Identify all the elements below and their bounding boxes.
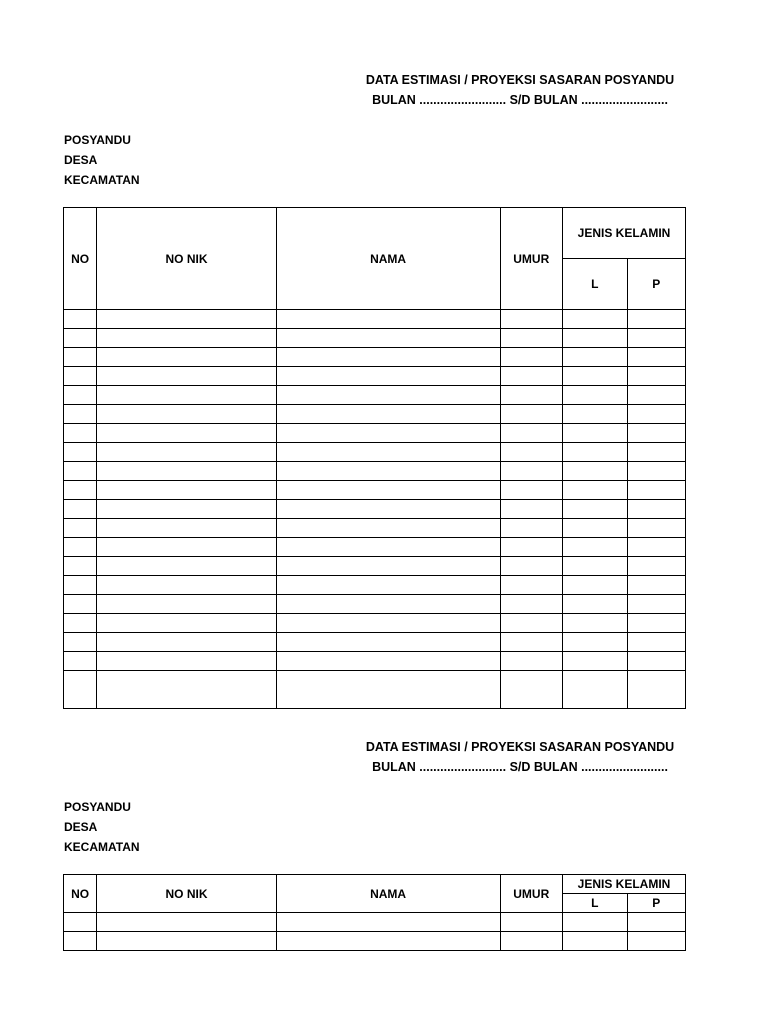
cell-l[interactable]: [563, 348, 628, 367]
cell-nama[interactable]: [276, 424, 500, 443]
cell-nama[interactable]: [276, 329, 500, 348]
title-line-1: DATA ESTIMASI / PROYEKSI SASARAN POSYANDU: [365, 740, 675, 754]
cell-l[interactable]: [563, 932, 628, 951]
cell-l[interactable]: [563, 633, 628, 652]
cell-l[interactable]: [563, 405, 628, 424]
cell-p[interactable]: [627, 310, 685, 329]
cell-nik[interactable]: [97, 913, 276, 932]
cell-nik[interactable]: [97, 932, 276, 951]
cell-umur[interactable]: [500, 519, 563, 538]
info-posyandu: POSYANDU: [64, 133, 131, 147]
cell-nama[interactable]: [276, 310, 500, 329]
cell-p[interactable]: [627, 348, 685, 367]
info-block: [64, 797, 140, 857]
table-row: [64, 443, 686, 462]
cell-nama[interactable]: [276, 595, 500, 614]
cell-nama[interactable]: [276, 538, 500, 557]
cell-nama[interactable]: [276, 652, 500, 671]
cell-no[interactable]: [64, 576, 97, 595]
cell-nama[interactable]: [276, 462, 500, 481]
cell-umur[interactable]: [500, 386, 563, 405]
cell-nik[interactable]: [97, 576, 276, 595]
cell-p[interactable]: [627, 614, 685, 633]
cell-p[interactable]: [627, 424, 685, 443]
cell-nik[interactable]: [97, 519, 276, 538]
info-desa: DESA: [64, 820, 98, 834]
cell-umur[interactable]: [500, 633, 563, 652]
cell-nik[interactable]: [97, 348, 276, 367]
cell-nik[interactable]: [97, 367, 276, 386]
cell-p[interactable]: [627, 367, 685, 386]
cell-no[interactable]: [64, 348, 97, 367]
header-no: NO: [64, 875, 97, 913]
cell-nama[interactable]: [276, 671, 500, 709]
cell-no[interactable]: [64, 424, 97, 443]
table-row: [64, 424, 686, 443]
cell-l[interactable]: [563, 595, 628, 614]
cell-no[interactable]: [64, 671, 97, 709]
cell-nama[interactable]: [276, 557, 500, 576]
cell-l[interactable]: [563, 671, 628, 709]
form-title: [340, 737, 700, 777]
info-kecamatan: KECAMATAN: [64, 840, 140, 854]
cell-nik[interactable]: [97, 310, 276, 329]
cell-nama[interactable]: [276, 500, 500, 519]
cell-nik[interactable]: [97, 500, 276, 519]
table-row: [64, 329, 686, 348]
cell-no[interactable]: [64, 481, 97, 500]
header-no-nik: NO NIK: [97, 875, 276, 913]
cell-no[interactable]: [64, 519, 97, 538]
cell-nama[interactable]: [276, 576, 500, 595]
header-l: L: [563, 259, 628, 310]
cell-no[interactable]: [64, 386, 97, 405]
table-row: [64, 538, 686, 557]
header-jenis-kelamin: JENIS KELAMIN: [563, 875, 686, 894]
cell-p[interactable]: [627, 405, 685, 424]
cell-nama[interactable]: [276, 443, 500, 462]
cell-umur[interactable]: [500, 367, 563, 386]
cell-l[interactable]: [563, 913, 628, 932]
table-row: [64, 405, 686, 424]
cell-no[interactable]: [64, 310, 97, 329]
cell-umur[interactable]: [500, 576, 563, 595]
data-table: [63, 207, 686, 709]
cell-l[interactable]: [563, 557, 628, 576]
cell-nik[interactable]: [97, 481, 276, 500]
cell-l[interactable]: [563, 614, 628, 633]
cell-umur[interactable]: [500, 443, 563, 462]
cell-nik[interactable]: [97, 614, 276, 633]
cell-nik[interactable]: [97, 652, 276, 671]
cell-no[interactable]: [64, 614, 97, 633]
cell-nik[interactable]: [97, 538, 276, 557]
cell-l[interactable]: [563, 462, 628, 481]
cell-umur[interactable]: [500, 557, 563, 576]
cell-umur[interactable]: [500, 500, 563, 519]
cell-nama[interactable]: [276, 386, 500, 405]
cell-nik[interactable]: [97, 424, 276, 443]
cell-nik[interactable]: [97, 671, 276, 709]
cell-p[interactable]: [627, 519, 685, 538]
cell-l[interactable]: [563, 538, 628, 557]
cell-nama[interactable]: [276, 913, 500, 932]
cell-p[interactable]: [627, 913, 685, 932]
cell-umur[interactable]: [500, 538, 563, 557]
cell-umur[interactable]: [500, 310, 563, 329]
cell-nama[interactable]: [276, 367, 500, 386]
cell-l[interactable]: [563, 386, 628, 405]
header-p: P: [627, 894, 685, 913]
cell-umur[interactable]: [500, 424, 563, 443]
cell-p[interactable]: [627, 652, 685, 671]
table-row: [64, 367, 686, 386]
data-table: [63, 874, 686, 951]
cell-l[interactable]: [563, 424, 628, 443]
table-row: [64, 348, 686, 367]
info-kecamatan: KECAMATAN: [64, 173, 140, 187]
cell-no[interactable]: [64, 443, 97, 462]
cell-nik[interactable]: [97, 633, 276, 652]
title-line-2: BULAN ......................... S/D BULAN .........................: [372, 760, 668, 774]
cell-no[interactable]: [64, 932, 97, 951]
table-row: [64, 576, 686, 595]
table-row: [64, 310, 686, 329]
cell-nama[interactable]: [276, 348, 500, 367]
table-row: [64, 913, 686, 932]
info-posyandu: POSYANDU: [64, 800, 131, 814]
header-no-nik: NO NIK: [97, 208, 276, 310]
cell-nama[interactable]: [276, 481, 500, 500]
table-row: [64, 671, 686, 709]
table-row: [64, 481, 686, 500]
cell-p[interactable]: [627, 633, 685, 652]
cell-l[interactable]: [563, 519, 628, 538]
cell-umur[interactable]: [500, 614, 563, 633]
cell-umur[interactable]: [500, 932, 563, 951]
info-desa: DESA: [64, 153, 98, 167]
cell-nik[interactable]: [97, 329, 276, 348]
header-nama: NAMA: [276, 208, 500, 310]
header-p: P: [627, 259, 685, 310]
cell-no[interactable]: [64, 595, 97, 614]
cell-p[interactable]: [627, 671, 685, 709]
cell-p[interactable]: [627, 481, 685, 500]
cell-no[interactable]: [64, 652, 97, 671]
cell-umur[interactable]: [500, 405, 563, 424]
table-row: [64, 633, 686, 652]
cell-nama[interactable]: [276, 633, 500, 652]
table-row: [64, 557, 686, 576]
cell-umur[interactable]: [500, 481, 563, 500]
cell-umur[interactable]: [500, 595, 563, 614]
cell-no[interactable]: [64, 633, 97, 652]
cell-no[interactable]: [64, 500, 97, 519]
cell-nama[interactable]: [276, 405, 500, 424]
cell-p[interactable]: [627, 576, 685, 595]
cell-no[interactable]: [64, 367, 97, 386]
cell-l[interactable]: [563, 481, 628, 500]
cell-p[interactable]: [627, 329, 685, 348]
cell-umur[interactable]: [500, 462, 563, 481]
table-row: [64, 932, 686, 951]
cell-l[interactable]: [563, 367, 628, 386]
cell-l[interactable]: [563, 310, 628, 329]
cell-no[interactable]: [64, 913, 97, 932]
cell-nik[interactable]: [97, 595, 276, 614]
cell-no[interactable]: [64, 329, 97, 348]
cell-no[interactable]: [64, 462, 97, 481]
cell-p[interactable]: [627, 500, 685, 519]
header-jenis-kelamin: JENIS KELAMIN: [563, 208, 686, 259]
cell-nik[interactable]: [97, 462, 276, 481]
cell-p[interactable]: [627, 595, 685, 614]
table-row: [64, 652, 686, 671]
table-body: [64, 310, 686, 709]
header-umur: UMUR: [500, 875, 563, 913]
table-body: [64, 913, 686, 951]
cell-umur[interactable]: [500, 652, 563, 671]
cell-l[interactable]: [563, 500, 628, 519]
form-title: [340, 70, 700, 110]
table-row: [64, 519, 686, 538]
cell-nama[interactable]: [276, 519, 500, 538]
cell-umur[interactable]: [500, 913, 563, 932]
cell-nama[interactable]: [276, 614, 500, 633]
cell-nik[interactable]: [97, 405, 276, 424]
table-row: [64, 614, 686, 633]
cell-p[interactable]: [627, 932, 685, 951]
cell-p[interactable]: [627, 557, 685, 576]
cell-p[interactable]: [627, 538, 685, 557]
cell-nik[interactable]: [97, 557, 276, 576]
cell-nik[interactable]: [97, 443, 276, 462]
cell-l[interactable]: [563, 443, 628, 462]
cell-p[interactable]: [627, 443, 685, 462]
cell-l[interactable]: [563, 329, 628, 348]
cell-l[interactable]: [563, 652, 628, 671]
cell-p[interactable]: [627, 462, 685, 481]
header-umur: UMUR: [500, 208, 563, 310]
table-row: [64, 386, 686, 405]
table-row: [64, 500, 686, 519]
header-l: L: [563, 894, 628, 913]
info-block: [64, 130, 140, 190]
cell-p[interactable]: [627, 386, 685, 405]
cell-l[interactable]: [563, 576, 628, 595]
cell-nama[interactable]: [276, 932, 500, 951]
title-line-1: DATA ESTIMASI / PROYEKSI SASARAN POSYANDU: [365, 73, 675, 87]
cell-no[interactable]: [64, 405, 97, 424]
header-no: NO: [64, 208, 97, 310]
cell-nik[interactable]: [97, 386, 276, 405]
cell-no[interactable]: [64, 557, 97, 576]
cell-umur[interactable]: [500, 348, 563, 367]
table-row: [64, 595, 686, 614]
cell-no[interactable]: [64, 538, 97, 557]
cell-umur[interactable]: [500, 671, 563, 709]
header-nama: NAMA: [276, 875, 500, 913]
cell-umur[interactable]: [500, 329, 563, 348]
table-row: [64, 462, 686, 481]
title-line-2: BULAN ......................... S/D BULAN .........................: [372, 93, 668, 107]
